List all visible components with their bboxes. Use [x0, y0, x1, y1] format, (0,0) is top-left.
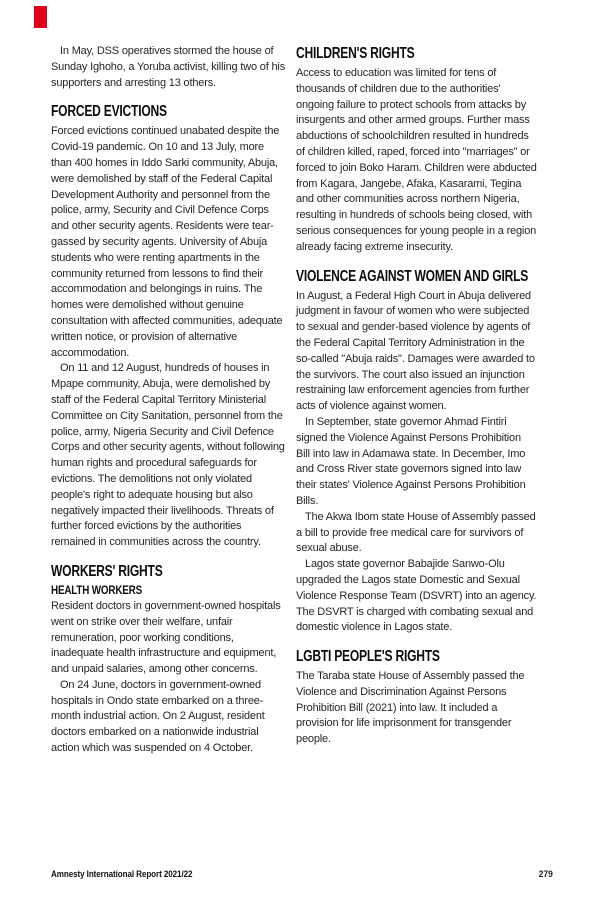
lgbti-paragraph-1: The Taraba state House of Assembly passed the Violence and Discrimination Against Persons Prohibition Bill (2021) into law. It included a provision for life imprisonment for transgender people. — [296, 670, 525, 746]
heading-childrens-rights: CHILDREN'S RIGHTS — [296, 45, 415, 62]
forced-evictions-paragraph-1: Forced evictions continued unabated despite the Covid-19 pandemic. On 10 and 13 July, more than 400 homes in Iddo Sarki community, Abuja, were demolished by staff of the Federal Capital Development Authority and personnel from the police, army, Security and Civil Defence Corps and other security agents. Residents were tear-gassed by security agents. University of Abuja students who were renting apartments in the community returned from lessons to find their accommodation and belongings in ruins. The homes were demolished without genuine consultation with affected communities, adequate written notice, or provision of alternative accommodation. — [51, 125, 283, 359]
heading-workers-rights: WORKERS' RIGHTS — [51, 562, 163, 580]
footer-page-number: 279 — [538, 869, 553, 880]
childrens-rights-paragraph-1: Access to education was limited for tens of thousands of children due to the authorities' ongoing failure to protect schools from attacks by insurgents and other armed groups. Further mass abductions of schoolchildren resulted in hundreds of children killed, raped, forced into "marriages" or forced to join Boko Haram. Children were abducted from Kagara, Jangebe, Afaka, Kasarami, Tegina and other communities across northern Nigeria, resulting in hundreds of schools being closed, with serious consequences for young people in a region already facing extreme insecurity. — [296, 67, 537, 253]
right-column — [296, 44, 537, 748]
footer-publication-title: Amnesty International Report 2021/22 — [51, 869, 193, 880]
red-tab-marker — [34, 6, 47, 28]
vawg-paragraph-3: The Akwa Ibom state House of Assembly passed a bill to provide free medical care for survivors of sexual abuse. — [296, 510, 536, 555]
heading-violence-against-women-and-girls: VIOLENCE AGAINST WOMEN AND GIRLS — [296, 267, 529, 285]
subheading-health-workers: HEALTH WORKERS — [51, 582, 143, 597]
health-workers-paragraph-2: On 24 June, doctors in government-owned hospitals in Ondo state embarked on a three-month industrial action. On 2 August, resident doctors embarked on a nationwide industrial action which was suspended on 4 October. — [51, 678, 265, 755]
intro-paragraph: In May, DSS operatives stormed the house of Sunday Ighoho, a Yoruba activist, killing two of his supporters and arresting 13 others. — [51, 45, 286, 89]
vawg-paragraph-2: In September, state governor Ahmad Fintiri signed the Violence Against Persons Prohibition Bill into law in Adamawa state. In December, Imo and Cross River state governors signed into law their states' Violence Against Persons Prohibition Bills. — [296, 415, 526, 507]
health-workers-paragraph-1: Resident doctors in government-owned hospitals went on strike over their welfare, unfair remuneration, poor working conditions, inadequate health infrastructure and equipment, and unpaid salaries, among other concerns. — [51, 599, 281, 676]
heading-forced-evictions: FORCED EVICTIONS — [51, 103, 167, 121]
heading-lgbti-peoples-rights: LGBTI PEOPLE'S RIGHTS — [296, 648, 440, 666]
vawg-paragraph-1: In August, a Federal High Court in Abuja delivered judgment in favour of women who were subjected to sexual and gender-based violence by agents of the Federal Capital Territory Administration in the so-called "Abuja raids". Damages were awarded to the survivors. The court also issued an injunction restraining law enforcement agencies from further acts of violence against women. — [296, 289, 535, 413]
vawg-paragraph-4: Lagos state governor Babajide Sanwo-Olu upgraded the Lagos state Domestic and Sexual Violence Response Team (DSVRT) into an agency. The DSVRT is charged with combating sexual and domestic violence in Lagos state. — [296, 558, 537, 634]
left-column — [51, 44, 285, 757]
forced-evictions-paragraph-2: On 11 and 12 August, hundreds of houses in Mpape community, Abuja, were demolished by staff of the Federal Capital Territory Ministerial Committee on City Sanitation, personnel from the police, army, Nigeria Security and Civil Defence Corps and other security agents, without following human rights and procedural safeguards for evictions. The demolitions not only violated people's right to adequate housing but also negatively impacted their livelihoods. Threats of further forced evictions by the authorities remained in communities across the country. — [51, 362, 285, 549]
